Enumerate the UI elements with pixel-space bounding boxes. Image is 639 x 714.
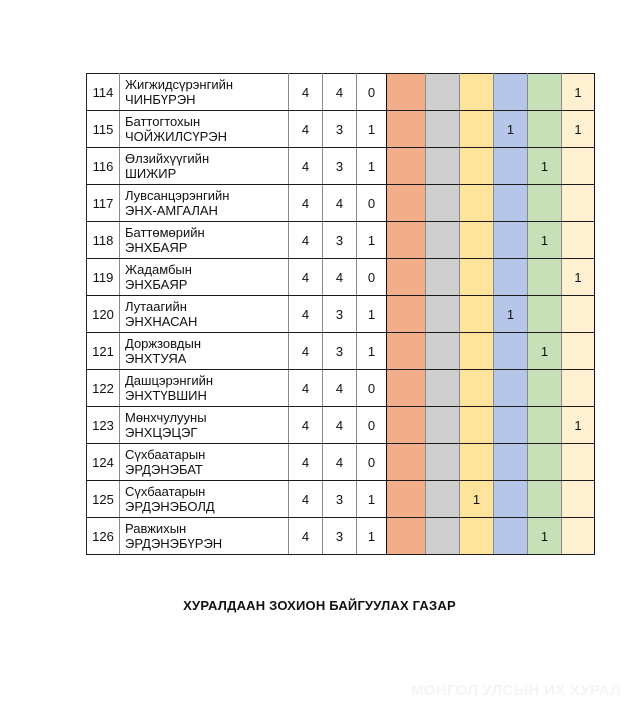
total-count: 4 — [289, 481, 323, 518]
category-cell-6: 1 — [562, 259, 595, 296]
category-cell-5: 1 — [528, 333, 562, 370]
category-cell-5 — [528, 444, 562, 481]
category-cell-3 — [460, 148, 494, 185]
member-surname: Баттогтохын — [125, 114, 201, 129]
absent-count: 0 — [357, 407, 387, 444]
absent-count: 1 — [357, 111, 387, 148]
attended-count: 3 — [323, 296, 357, 333]
member-given-name: ЭНХТУЯА — [125, 351, 187, 366]
attended-count: 4 — [323, 74, 357, 111]
member-name — [120, 333, 289, 370]
category-cell-1 — [387, 148, 426, 185]
category-cell-4 — [494, 259, 528, 296]
category-cell-2 — [426, 481, 460, 518]
row-number: 119 — [87, 259, 120, 296]
row-number: 116 — [87, 148, 120, 185]
category-cell-4 — [494, 333, 528, 370]
member-name — [120, 444, 289, 481]
total-count: 4 — [289, 444, 323, 481]
member-name — [120, 259, 289, 296]
category-cell-5 — [528, 407, 562, 444]
member-surname: Баттөмөрийн — [125, 225, 205, 240]
category-cell-3: 1 — [460, 481, 494, 518]
table-row — [87, 333, 595, 370]
category-cell-2 — [426, 518, 460, 555]
category-cell-1 — [387, 333, 426, 370]
category-cell-6 — [562, 518, 595, 555]
row-number: 126 — [87, 518, 120, 555]
category-cell-2 — [426, 185, 460, 222]
table-row — [87, 407, 595, 444]
category-cell-5 — [528, 296, 562, 333]
row-number: 121 — [87, 333, 120, 370]
absent-count: 1 — [357, 296, 387, 333]
category-cell-4 — [494, 185, 528, 222]
category-cell-1 — [387, 481, 426, 518]
category-cell-1 — [387, 222, 426, 259]
category-cell-3 — [460, 222, 494, 259]
category-cell-3 — [460, 74, 494, 111]
category-cell-2 — [426, 74, 460, 111]
row-number: 123 — [87, 407, 120, 444]
category-cell-1 — [387, 185, 426, 222]
absent-count: 0 — [357, 370, 387, 407]
row-number: 125 — [87, 481, 120, 518]
total-count: 4 — [289, 333, 323, 370]
category-cell-6 — [562, 148, 595, 185]
category-cell-3 — [460, 111, 494, 148]
total-count: 4 — [289, 259, 323, 296]
category-cell-4 — [494, 444, 528, 481]
total-count: 4 — [289, 370, 323, 407]
row-number: 115 — [87, 111, 120, 148]
category-cell-1 — [387, 111, 426, 148]
row-number: 120 — [87, 296, 120, 333]
category-cell-6 — [562, 333, 595, 370]
member-surname: Лувсанцэрэнгийн — [125, 188, 230, 203]
row-number: 122 — [87, 370, 120, 407]
member-name — [120, 111, 289, 148]
watermark: МОНГОЛ УЛСЫН ИХ ХУРАЛ — [411, 682, 621, 699]
category-cell-4 — [494, 148, 528, 185]
category-cell-4 — [494, 407, 528, 444]
row-number: 117 — [87, 185, 120, 222]
member-given-name: ЭРДЭНЭБҮРЭН — [125, 536, 223, 551]
category-cell-6 — [562, 444, 595, 481]
category-cell-1 — [387, 259, 426, 296]
member-given-name: ШИЖИР — [125, 166, 177, 181]
absent-count: 1 — [357, 518, 387, 555]
category-cell-4 — [494, 222, 528, 259]
category-cell-3 — [460, 333, 494, 370]
category-cell-5: 1 — [528, 518, 562, 555]
member-given-name: ЭНХБАЯР — [125, 240, 188, 255]
member-name — [120, 407, 289, 444]
category-cell-6: 1 — [562, 74, 595, 111]
category-cell-3 — [460, 518, 494, 555]
table-row — [87, 111, 595, 148]
table-row — [87, 222, 595, 259]
category-cell-1 — [387, 370, 426, 407]
category-cell-1 — [387, 296, 426, 333]
vote-results-table — [86, 73, 595, 555]
member-surname: Лутаагийн — [125, 299, 187, 314]
category-cell-6 — [562, 296, 595, 333]
category-cell-6 — [562, 370, 595, 407]
absent-count: 0 — [357, 185, 387, 222]
category-cell-3 — [460, 407, 494, 444]
member-surname: Равжихын — [125, 521, 187, 536]
table-row — [87, 444, 595, 481]
category-cell-5 — [528, 370, 562, 407]
category-cell-3 — [460, 185, 494, 222]
attended-count: 4 — [323, 444, 357, 481]
footer-title: ХУРАЛДААН ЗОХИОН БАЙГУУЛАХ ГАЗАР — [183, 598, 456, 613]
category-cell-5 — [528, 111, 562, 148]
member-name — [120, 370, 289, 407]
member-surname: Сүхбаатарын — [125, 484, 206, 499]
category-cell-2 — [426, 444, 460, 481]
absent-count: 0 — [357, 444, 387, 481]
row-number: 114 — [87, 74, 120, 111]
member-name — [120, 74, 289, 111]
row-number: 118 — [87, 222, 120, 259]
attended-count: 4 — [323, 185, 357, 222]
attended-count: 3 — [323, 333, 357, 370]
category-cell-4 — [494, 370, 528, 407]
member-given-name: ЧОЙЖИЛСҮРЭН — [125, 129, 228, 144]
total-count: 4 — [289, 222, 323, 259]
member-name — [120, 222, 289, 259]
member-name — [120, 148, 289, 185]
category-cell-5: 1 — [528, 148, 562, 185]
absent-count: 1 — [357, 148, 387, 185]
member-given-name: ЭРДЭНЭБАТ — [125, 462, 203, 477]
category-cell-1 — [387, 444, 426, 481]
table-row — [87, 481, 595, 518]
table-row — [87, 148, 595, 185]
category-cell-4: 1 — [494, 296, 528, 333]
absent-count: 1 — [357, 222, 387, 259]
category-cell-2 — [426, 148, 460, 185]
category-cell-2 — [426, 259, 460, 296]
total-count: 4 — [289, 407, 323, 444]
category-cell-6 — [562, 185, 595, 222]
row-number: 124 — [87, 444, 120, 481]
absent-count: 1 — [357, 481, 387, 518]
attended-count: 3 — [323, 518, 357, 555]
member-name — [120, 518, 289, 555]
category-cell-4 — [494, 74, 528, 111]
category-cell-2 — [426, 296, 460, 333]
table-row — [87, 370, 595, 407]
category-cell-2 — [426, 333, 460, 370]
member-given-name: ЭНХБАЯР — [125, 277, 188, 292]
member-surname: Дашцэрэнгийн — [125, 373, 214, 388]
category-cell-1 — [387, 407, 426, 444]
category-cell-4: 1 — [494, 111, 528, 148]
total-count: 4 — [289, 185, 323, 222]
member-surname: Өлзийхүүгийн — [125, 151, 210, 166]
member-surname: Жигжидсүрэнгийн — [125, 77, 234, 92]
category-cell-1 — [387, 74, 426, 111]
category-cell-2 — [426, 407, 460, 444]
table-row — [87, 518, 595, 555]
category-cell-6 — [562, 481, 595, 518]
member-name — [120, 296, 289, 333]
member-name — [120, 185, 289, 222]
member-given-name: ЭНХТҮВШИН — [125, 388, 207, 403]
member-name — [120, 481, 289, 518]
attended-count: 3 — [323, 222, 357, 259]
member-given-name: ЭНХНАСАН — [125, 314, 198, 329]
member-surname: Мөнхчулууны — [125, 410, 207, 425]
category-cell-3 — [460, 259, 494, 296]
category-cell-2 — [426, 111, 460, 148]
category-cell-3 — [460, 444, 494, 481]
attended-count: 4 — [323, 407, 357, 444]
category-cell-5: 1 — [528, 222, 562, 259]
category-cell-2 — [426, 370, 460, 407]
member-surname: Сүхбаатарын — [125, 447, 206, 462]
table-row — [87, 259, 595, 296]
member-surname: Доржзовдын — [125, 336, 202, 351]
attended-count: 3 — [323, 148, 357, 185]
category-cell-5 — [528, 74, 562, 111]
category-cell-6 — [562, 222, 595, 259]
absent-count: 1 — [357, 333, 387, 370]
member-surname: Жадамбын — [125, 262, 192, 277]
attended-count: 3 — [323, 111, 357, 148]
total-count: 4 — [289, 518, 323, 555]
category-cell-4 — [494, 518, 528, 555]
table-row — [87, 296, 595, 333]
category-cell-1 — [387, 518, 426, 555]
category-cell-6: 1 — [562, 407, 595, 444]
attended-count: 4 — [323, 370, 357, 407]
category-cell-5 — [528, 185, 562, 222]
category-cell-2 — [426, 222, 460, 259]
category-cell-3 — [460, 370, 494, 407]
category-cell-3 — [460, 296, 494, 333]
total-count: 4 — [289, 296, 323, 333]
absent-count: 0 — [357, 74, 387, 111]
vote-results-body — [87, 74, 595, 555]
total-count: 4 — [289, 111, 323, 148]
member-given-name: ЧИНБҮРЭН — [125, 92, 196, 107]
table-row — [87, 185, 595, 222]
category-cell-6: 1 — [562, 111, 595, 148]
category-cell-5 — [528, 259, 562, 296]
absent-count: 0 — [357, 259, 387, 296]
member-given-name: ЭРДЭНЭБОЛД — [125, 499, 215, 514]
total-count: 4 — [289, 148, 323, 185]
attended-count: 3 — [323, 481, 357, 518]
member-given-name: ЭНХЦЭЦЭГ — [125, 425, 198, 440]
category-cell-5 — [528, 481, 562, 518]
total-count: 4 — [289, 74, 323, 111]
table-row — [87, 74, 595, 111]
member-given-name: ЭНХ-АМГАЛАН — [125, 203, 218, 218]
attended-count: 4 — [323, 259, 357, 296]
category-cell-4 — [494, 481, 528, 518]
